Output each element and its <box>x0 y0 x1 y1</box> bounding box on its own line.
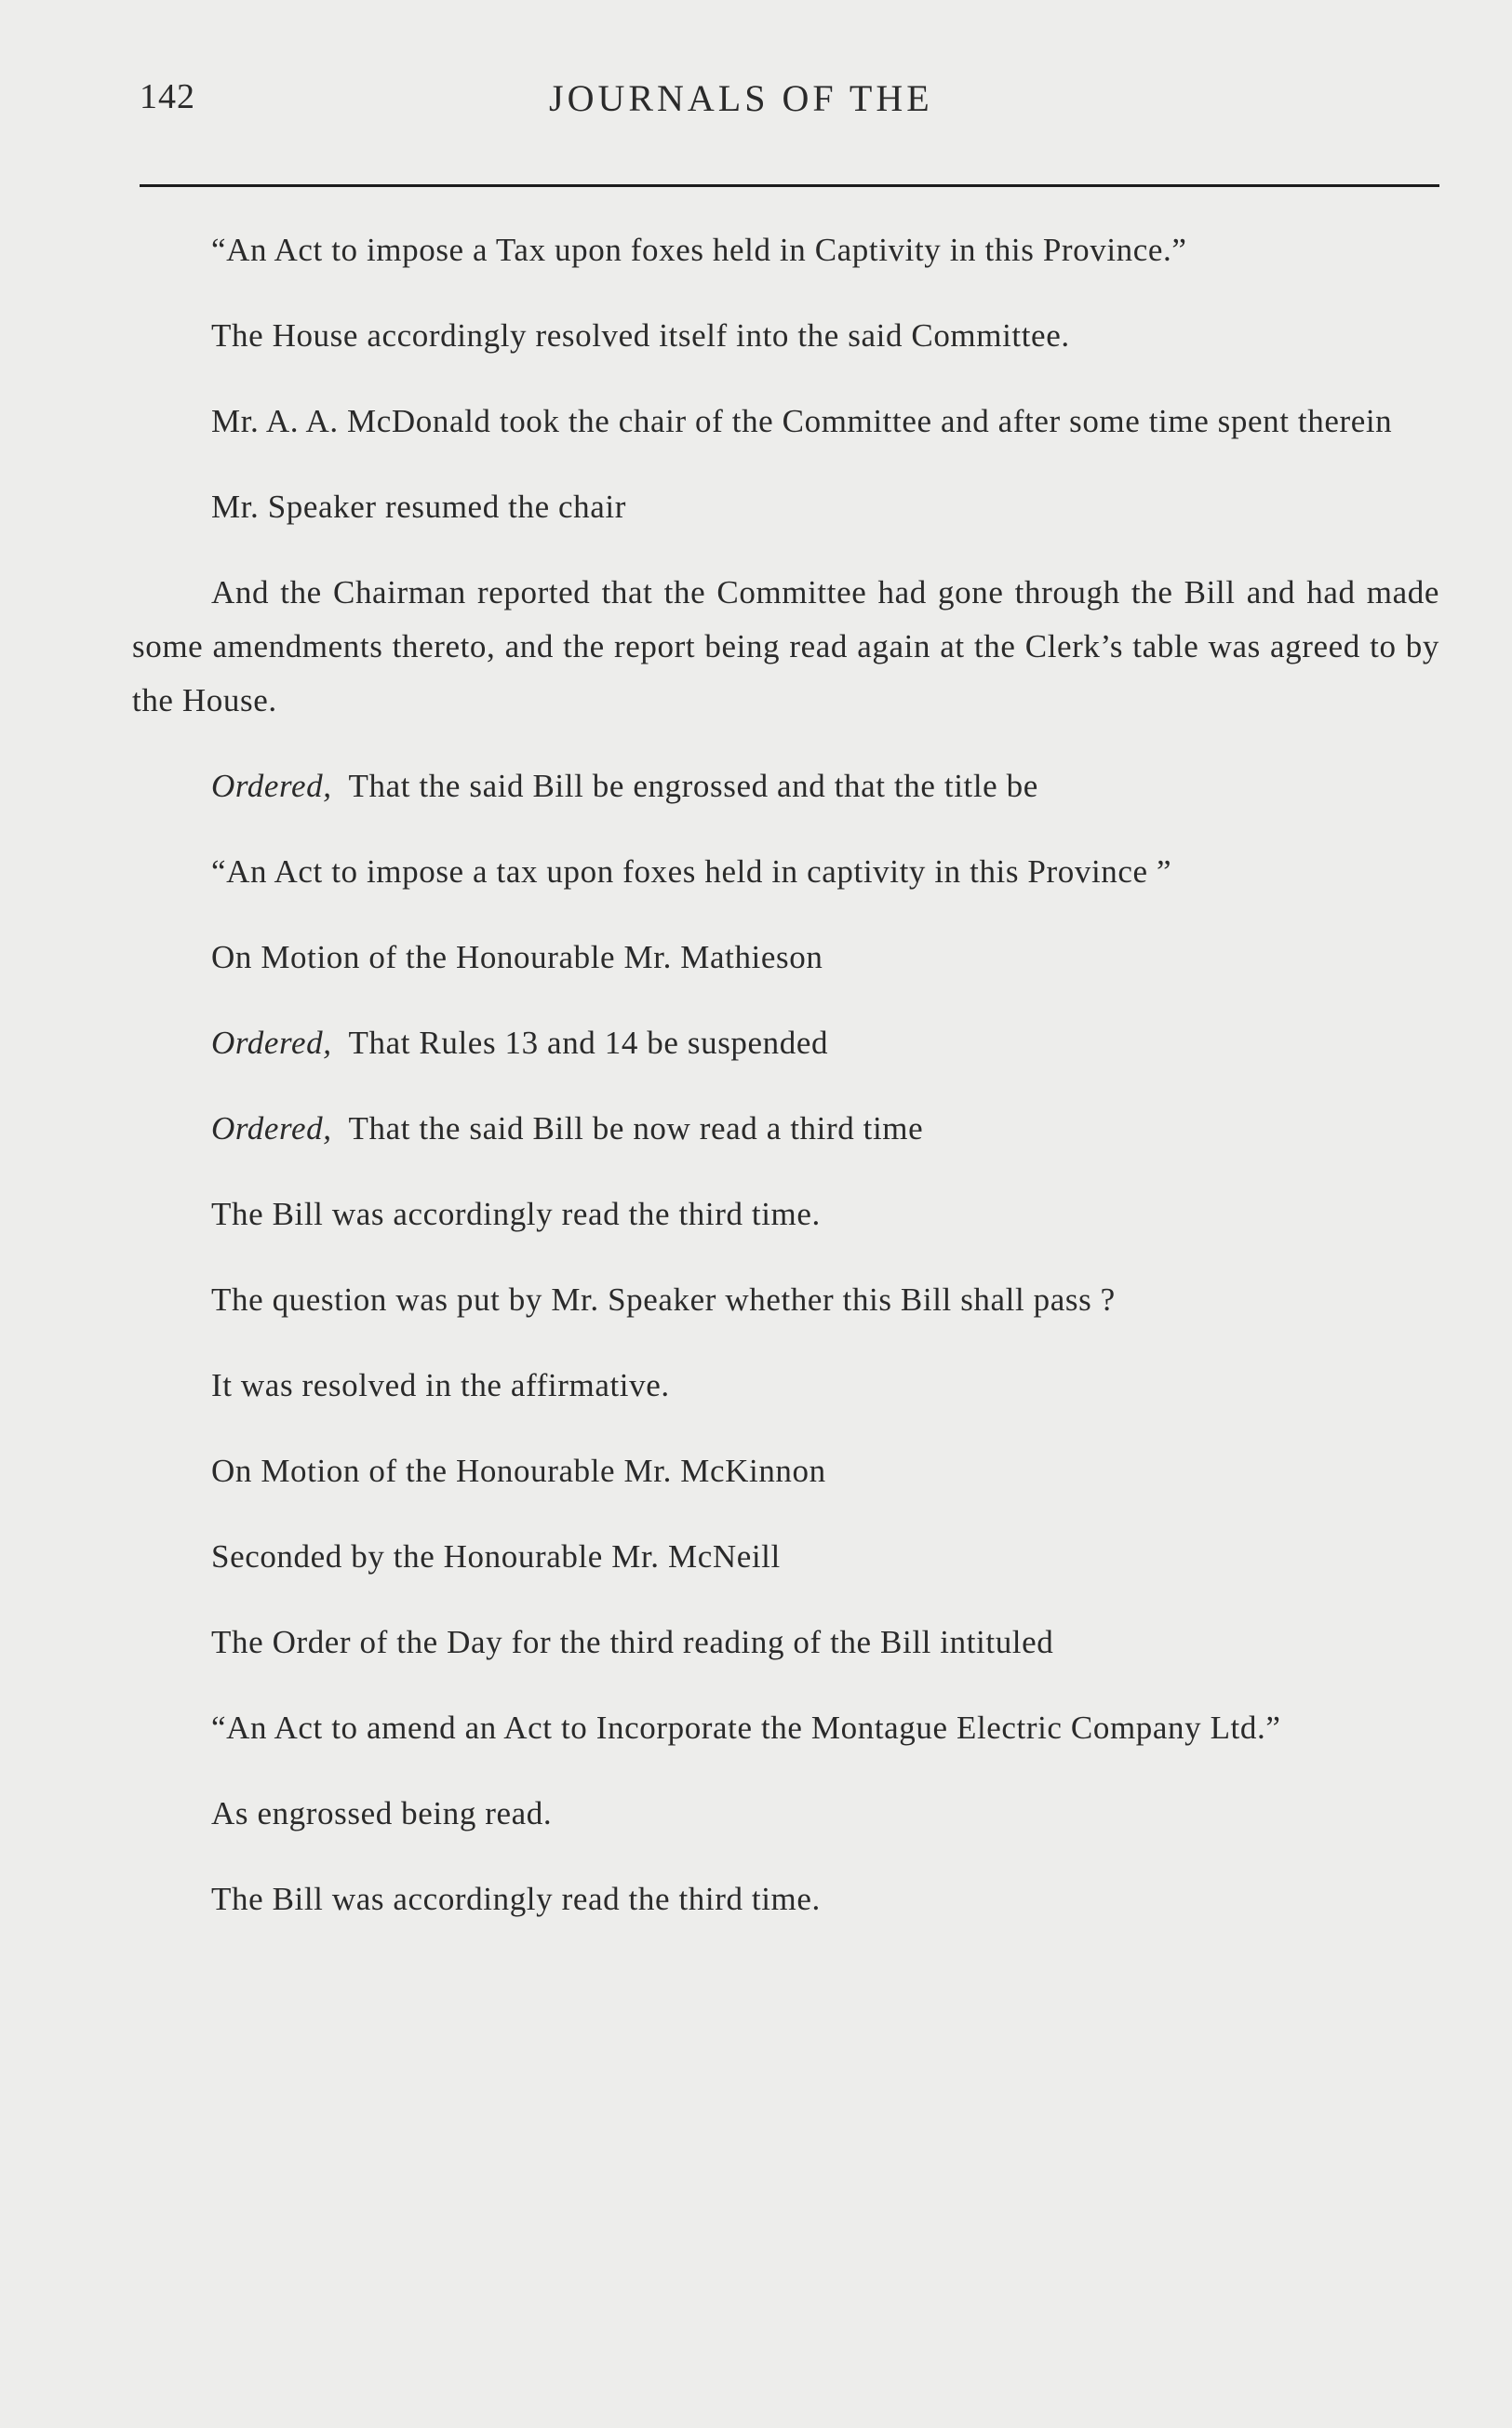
reading-paragraph <box>132 1872 1439 1926</box>
reading-paragraph <box>132 1187 1439 1241</box>
report-paragraph <box>132 566 1439 728</box>
bill-title-paragraph <box>132 1701 1439 1755</box>
paragraph-text: As engrossed being read. <box>211 1795 553 1831</box>
paragraph-text: And the Chairman reported that the Committee had gone through the Bill and had made some amendments thereto, and the report being read again at the Clerk’s table was agreed to by the House. <box>132 574 1439 718</box>
paragraph-text: The question was put by Mr. Speaker whether this Bill shall pass ? <box>211 1281 1116 1318</box>
seconded-paragraph <box>132 1530 1439 1584</box>
paragraph-text: The Order of the Day for the third reading of the Bill intituled <box>211 1624 1054 1660</box>
ordered-label: Ordered, <box>211 768 332 804</box>
bill-title-paragraph <box>132 845 1439 899</box>
paragraph-text: That the said Bill be now read a third time <box>348 1110 924 1147</box>
ordered-label: Ordered, <box>211 1025 332 1061</box>
motion-paragraph <box>132 1444 1439 1498</box>
journal-body <box>132 223 1439 1958</box>
paragraph-text: That the said Bill be engrossed and that the title be <box>348 768 1038 804</box>
running-title: JOURNALS OF THE <box>549 77 933 119</box>
ordered-paragraph <box>132 1016 1439 1070</box>
header-rule <box>140 184 1439 187</box>
engrossed-paragraph <box>132 1787 1439 1841</box>
speaker-paragraph <box>132 480 1439 534</box>
resolution-paragraph <box>132 1359 1439 1413</box>
paragraph-text: On Motion of the Honourable Mr. McKinnon <box>211 1453 826 1489</box>
motion-paragraph <box>132 931 1439 985</box>
chair-paragraph <box>132 395 1439 449</box>
paragraph-text: Seconded by the Honourable Mr. McNeill <box>211 1538 781 1575</box>
page-number: 142 <box>140 77 195 116</box>
bill-title-paragraph <box>132 223 1439 277</box>
page-header <box>140 76 1438 132</box>
paragraph-text: Mr. A. A. McDonald took the chair of the Committee and after some time spent therein <box>211 403 1393 439</box>
paragraph-text: Mr. Speaker resumed the chair <box>211 489 626 525</box>
committee-paragraph <box>132 309 1439 363</box>
paragraph-text: The House accordingly resolved itself into the said Committee. <box>211 317 1070 354</box>
paragraph-text: That Rules 13 and 14 be suspended <box>348 1025 829 1061</box>
paragraph-text: It was resolved in the affirmative. <box>211 1367 670 1403</box>
paragraph-text: “An Act to impose a tax upon foxes held in captivity in this Province ” <box>211 853 1172 890</box>
paragraph-text: On Motion of the Honourable Mr. Mathieson <box>211 939 823 975</box>
question-paragraph <box>132 1273 1439 1327</box>
ordered-label: Ordered, <box>211 1110 332 1147</box>
paragraph-text: The Bill was accordingly read the third time. <box>211 1881 821 1917</box>
ordered-paragraph <box>132 1102 1439 1156</box>
ordered-paragraph <box>132 759 1439 813</box>
paragraph-text: “An Act to amend an Act to Incorporate the Montague Electric Company Ltd.” <box>211 1710 1281 1746</box>
order-of-day-paragraph <box>132 1616 1439 1670</box>
paragraph-text: “An Act to impose a Tax upon foxes held in Captivity in this Province.” <box>211 232 1187 268</box>
paragraph-text: The Bill was accordingly read the third time. <box>211 1196 821 1232</box>
